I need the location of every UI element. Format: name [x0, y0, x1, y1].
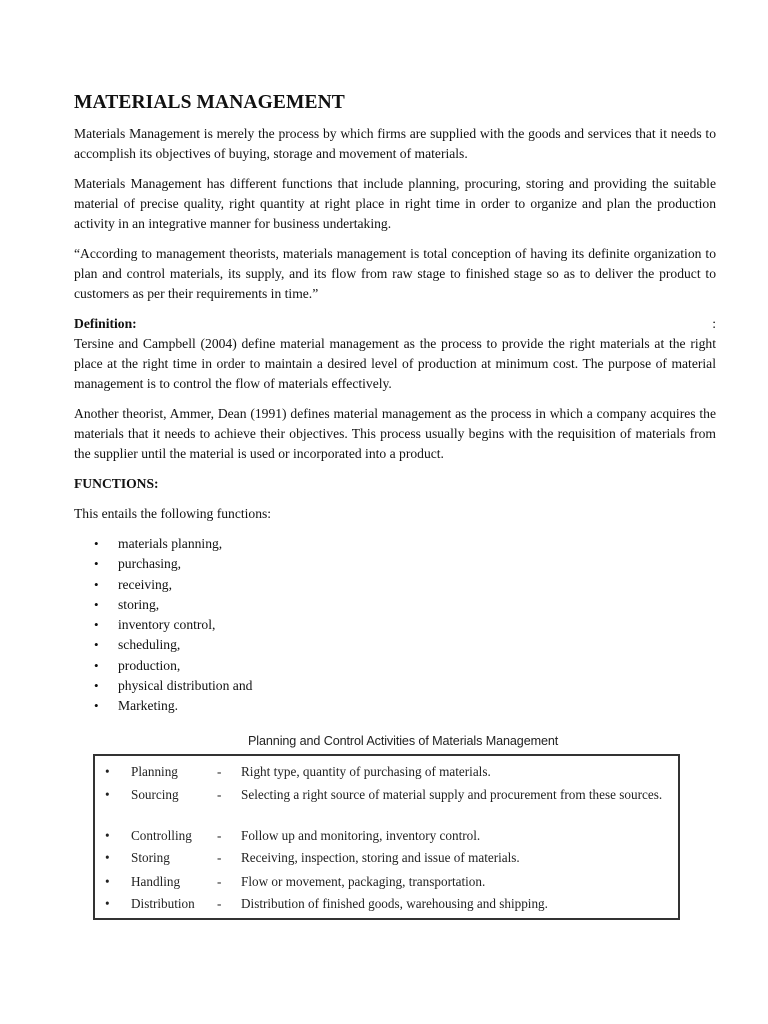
separator-dash: - — [217, 828, 222, 843]
bullet: • — [105, 850, 110, 865]
functions-heading: FUNCTIONS: — [74, 476, 159, 491]
separator-dash: - — [217, 850, 222, 865]
list-item: • physical distribution and — [74, 676, 716, 696]
activity-description: Distribution of finished goods, warehousing and shipping. — [241, 896, 548, 911]
activity-description: Receiving, inspection, storing and issue of materials. — [241, 850, 520, 865]
activity-term: Controlling — [131, 828, 192, 843]
list-item: • materials planning, — [74, 534, 716, 554]
table-title: Planning and Control Activities of Materials Management — [248, 734, 559, 748]
paragraph-quote: “According to management theorists, materials management is total conception of having its definite organization to plan and control materials, its supply, and its flow from raw stage to finished stage so as to deliver the product to customers as per their requirements in time.” — [74, 246, 716, 301]
list-item: • inventory control, — [74, 615, 716, 635]
activity-description: Follow up and monitoring, inventory control. — [241, 828, 481, 843]
bullet: • — [105, 896, 110, 911]
list-item: • receiving, — [74, 575, 716, 595]
paragraph-definition-ammer: Another theorist, Ammer, Dean (1991) defines material management as the process in which a company acquires the materials that it needs to achieve their objectives. This process usually begins with the requisition of materials from the supplier until the material is used or incorporated into a product. — [74, 406, 716, 461]
separator-dash: - — [217, 896, 222, 911]
bullet: • — [105, 828, 110, 843]
functions-intro: This entails the following functions: — [74, 506, 272, 521]
paragraph-intro: Materials Management is merely the process by which firms are supplied with the goods and services that it needs to accomplish its objectives of buying, storage and movement of materials. — [74, 126, 716, 161]
activity-term: Planning — [131, 764, 178, 779]
list-item: • Marketing. — [74, 696, 716, 716]
bullet: • — [105, 874, 110, 889]
functions-list — [74, 534, 716, 717]
page-title: MATERIALS MANAGEMENT — [74, 92, 345, 113]
definition-colon: : — [712, 316, 716, 331]
separator-dash: - — [217, 787, 222, 802]
list-item: • storing, — [74, 595, 716, 615]
separator-dash: - — [217, 874, 222, 889]
paragraph-functions-overview: Materials Management has different functions that include planning, procuring, storing and providing the suitable material of precise quality, right quantity at right place in right time in order to organize and plan the production activity in an integrative manner for business undertaking. — [74, 176, 716, 231]
paragraph-definition: Tersine and Campbell (2004) define material management as the process to provide the right materials at the right place at the right time in order to maintain a desired level of production at minimum cost. The purpose of material management is to control the flow of materials effectively. — [74, 336, 716, 391]
activity-term: Handling — [131, 874, 181, 889]
bullet: • — [105, 764, 110, 779]
document-body — [74, 92, 716, 717]
activity-description: Selecting a right source of material supply and procurement from these sources. — [241, 787, 663, 802]
bullet: • — [105, 787, 110, 802]
definition-heading — [74, 314, 716, 334]
activity-term: Sourcing — [131, 787, 179, 802]
list-item: • production, — [74, 656, 716, 676]
activity-description: Flow or movement, packaging, transportation. — [241, 874, 486, 889]
activity-term: Distribution — [131, 896, 195, 911]
list-item: • scheduling, — [74, 635, 716, 655]
activities-table — [93, 754, 680, 920]
list-item: • purchasing, — [74, 554, 716, 574]
activity-description: Right type, quantity of purchasing of materials. — [241, 764, 491, 779]
definition-heading-label: Definition: — [74, 316, 137, 331]
separator-dash: - — [217, 764, 222, 779]
activity-term: Storing — [131, 850, 170, 865]
